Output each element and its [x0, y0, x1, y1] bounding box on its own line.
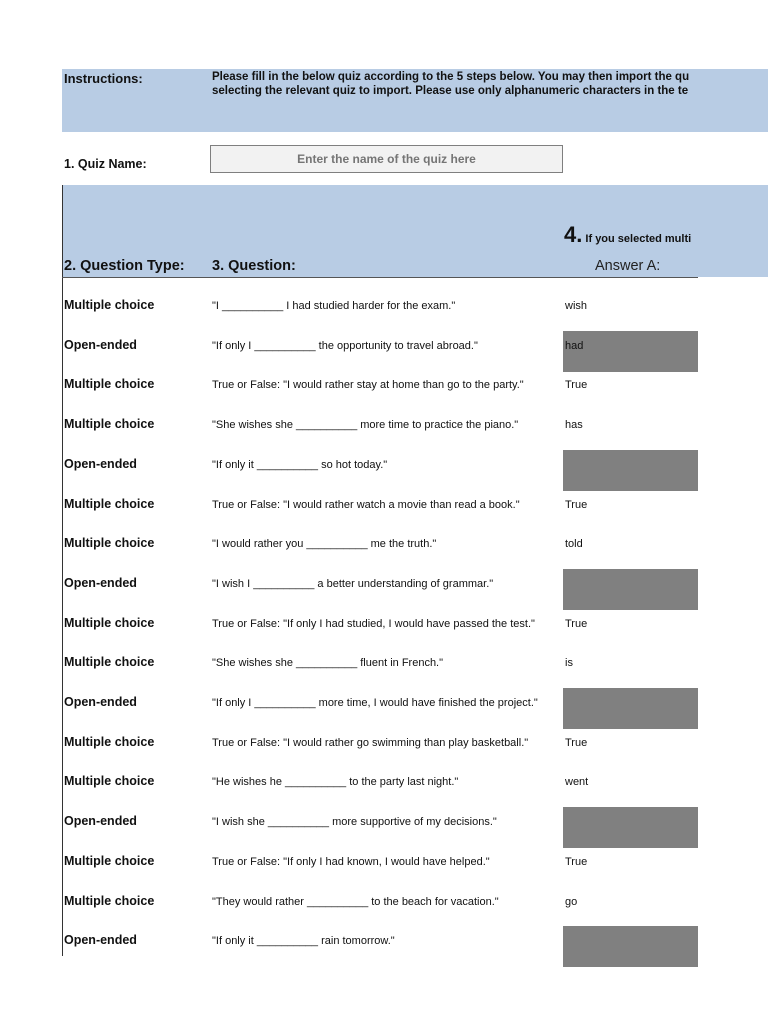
answer-a-cell[interactable]: told [565, 538, 583, 551]
question-cell[interactable]: True or False: "If only I had known, I would have helped." [212, 855, 490, 868]
question-type-cell[interactable]: Open-ended [64, 814, 137, 829]
question-cell[interactable]: True or False: "If only I had studied, I would have passed the test." [212, 617, 535, 630]
question-cell[interactable]: "If only it __________ so hot today." [212, 458, 388, 471]
answer-a-cell[interactable]: go [565, 895, 578, 908]
answer-a-header: Answer A: [595, 258, 661, 274]
table-row [0, 610, 768, 650]
instructions-line-1: Please fill in the below quiz according to the 5 steps below. You may then import the qu [212, 71, 690, 83]
quiz-name-label: 1. Quiz Name: [64, 157, 147, 171]
question-cell[interactable]: "I wish I __________ a better understanding of grammar." [212, 577, 494, 590]
question-type-cell[interactable]: Multiple choice [64, 853, 155, 868]
question-type-cell[interactable]: Multiple choice [64, 774, 155, 789]
question-cell[interactable]: "I wish she __________ more supportive of my decisions." [212, 816, 497, 829]
question-type-cell[interactable]: Open-ended [64, 933, 137, 948]
answer-a-cell[interactable]: True [565, 379, 588, 392]
question-type-cell[interactable]: Multiple choice [64, 893, 155, 908]
question-cell[interactable]: "They would rather __________ to the beach for vacation." [212, 895, 499, 908]
table-row [0, 888, 768, 928]
answer-a-cell[interactable]: True [565, 855, 588, 868]
question-cell[interactable]: "She wishes she __________ fluent in French." [212, 657, 444, 670]
answer-a-cell[interactable]: True [565, 498, 588, 511]
question-cell[interactable]: True or False: "I would rather watch a movie than read a book." [212, 498, 520, 511]
table-row [0, 649, 768, 689]
table-row [0, 848, 768, 888]
instructions-line-2: selecting the relevant quiz to import. Please use only alphanumeric characters in the te [212, 85, 689, 97]
answer-a-cell[interactable]: has [565, 419, 583, 432]
table-row [0, 292, 768, 332]
answer-a-cell-shaded[interactable] [563, 807, 698, 848]
question-header: 3. Question: [212, 258, 296, 274]
question-cell[interactable]: "I would rather you __________ me the truth." [212, 538, 437, 551]
answer-a-cell-shaded[interactable] [563, 688, 698, 729]
table-row [0, 729, 768, 769]
table-row [0, 530, 768, 570]
table-header-band-overflow [698, 185, 768, 277]
question-cell[interactable]: "I __________ I had studied harder for the exam." [212, 300, 456, 312]
question-type-cell[interactable]: Multiple choice [64, 496, 155, 511]
table-row [0, 411, 768, 451]
answer-a-cell-shaded[interactable] [563, 569, 698, 610]
table-header-divider [62, 277, 698, 278]
question-cell[interactable]: "If only I __________ more time, I would have finished the project." [212, 697, 538, 709]
table-row [0, 689, 768, 729]
instructions-label: Instructions: [64, 71, 143, 86]
table-row [0, 570, 768, 610]
step4-number: 4. [564, 222, 583, 247]
table-row [0, 451, 768, 491]
table-row [0, 927, 768, 967]
answer-a-cell-shaded[interactable] [563, 450, 698, 491]
instructions-text [212, 70, 702, 98]
question-type-cell[interactable]: Open-ended [64, 456, 137, 471]
question-cell[interactable]: "If only it __________ rain tomorrow." [212, 935, 395, 948]
table-row [0, 808, 768, 848]
question-cell[interactable]: "He wishes he __________ to the party last night." [212, 776, 459, 789]
question-type-cell[interactable]: Open-ended [64, 695, 137, 709]
answer-a-cell[interactable]: wish [565, 300, 588, 312]
question-type-cell[interactable]: Open-ended [64, 337, 137, 352]
answer-a-cell-shaded[interactable] [563, 926, 698, 967]
question-cell[interactable]: True or False: "I would rather stay at home than go to the party." [212, 379, 524, 392]
answer-a-cell[interactable]: had [565, 339, 584, 352]
answer-a-cell[interactable]: True [565, 617, 588, 630]
quiz-name-input[interactable] [210, 145, 563, 173]
question-type-cell[interactable]: Multiple choice [64, 734, 155, 749]
question-type-cell[interactable]: Multiple choice [64, 615, 155, 630]
question-type-cell[interactable]: Open-ended [64, 575, 137, 590]
step4-instruction [564, 222, 700, 248]
question-type-cell[interactable]: Multiple choice [64, 655, 155, 670]
table-row [0, 371, 768, 411]
question-cell[interactable]: "If only I __________ the opportunity to travel abroad." [212, 339, 478, 352]
table-row [0, 332, 768, 372]
table-row [0, 768, 768, 808]
answer-a-cell[interactable]: went [565, 776, 589, 789]
answer-a-cell[interactable]: True [565, 736, 588, 749]
question-type-cell[interactable]: Multiple choice [64, 298, 155, 312]
question-type-cell[interactable]: Multiple choice [64, 536, 155, 551]
question-cell[interactable]: True or False: "I would rather go swimming than play basketball." [212, 736, 529, 749]
question-type-cell[interactable]: Multiple choice [64, 377, 155, 392]
step4-text: If you selected multi [582, 233, 692, 245]
answer-a-cell[interactable]: is [565, 657, 573, 670]
table-row [0, 491, 768, 531]
question-cell[interactable]: "She wishes she __________ more time to practice the piano." [212, 419, 519, 432]
question-type-cell[interactable]: Multiple choice [64, 417, 155, 432]
question-type-header: 2. Question Type: [64, 258, 185, 274]
